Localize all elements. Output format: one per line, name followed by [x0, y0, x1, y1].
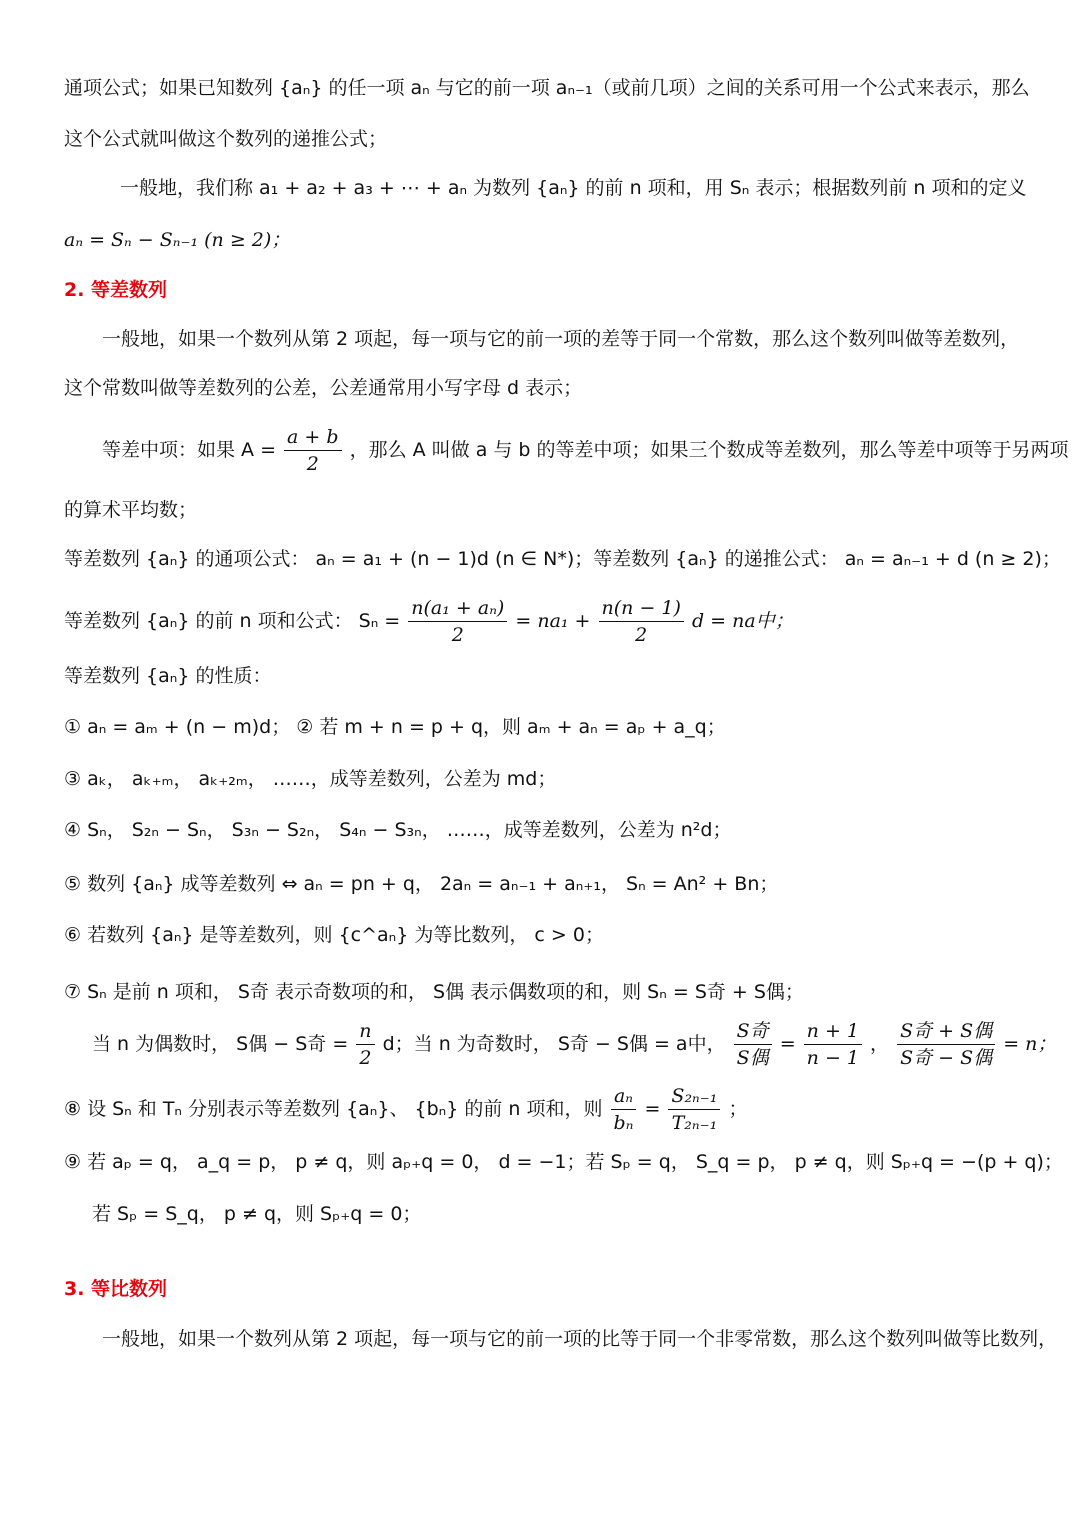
fraction — [611, 1083, 637, 1136]
denominator: 2 — [306, 453, 319, 475]
fraction — [284, 424, 342, 477]
denominator: S偶 — [736, 1047, 769, 1069]
heading-text: 3. 等比数列 — [64, 1278, 168, 1300]
property-subline — [92, 1202, 421, 1226]
text: ⑨ 若 aₚ = q， a_q = p， p ≠ q，则 aₚ₊q = 0， d = −1；若 Sₚ = q， S_q = p， p ≠ q，则 Sₚ₊q = −(p + q)； — [64, 1151, 1063, 1173]
formula: = na₁ + — [515, 610, 591, 632]
formula: = — [779, 1033, 796, 1055]
text: ⑧ 设 Sₙ 和 Tₙ 分别表示等差数列 {aₙ}、 {bₙ} 的前 n 项和，则 — [64, 1098, 603, 1120]
denominator: 2 — [359, 1047, 372, 1069]
numerator: S奇 + S偶 — [897, 1018, 995, 1045]
fraction — [804, 1018, 862, 1071]
formula: d = na中； — [691, 610, 794, 632]
text: d；当 n 为奇数时， S奇 − S偶 = a中， — [382, 1033, 726, 1055]
fraction — [408, 595, 507, 648]
text: 若 Sₚ = S_q， p ≠ q，则 Sₚ₊q = 0； — [92, 1203, 422, 1225]
heading-text: 2. 等差数列 — [64, 279, 168, 301]
text: 等差数列 {aₙ} 的前 n 项和公式： Sₙ = — [64, 610, 401, 632]
text: ， — [870, 1033, 890, 1055]
fraction — [897, 1018, 995, 1071]
paragraph-line — [64, 376, 582, 400]
text: 等差数列 {aₙ} 的性质： — [64, 665, 272, 687]
formula-line — [64, 228, 290, 252]
section-heading-arithmetic — [64, 278, 167, 302]
numerator: n + 1 — [804, 1018, 862, 1045]
denominator: n − 1 — [806, 1047, 859, 1069]
property-item — [64, 1150, 1063, 1174]
formula: = — [644, 1098, 661, 1120]
text: ⑥ 若数列 {aₙ} 是等差数列，则 {c^aₙ} 为等比数列， c > 0； — [64, 924, 604, 946]
paragraph-line — [64, 76, 1030, 100]
text: 这个公式就叫做这个数列的递推公式； — [64, 128, 388, 150]
numerator: n(n − 1) — [599, 595, 684, 622]
formula-line — [64, 547, 1061, 571]
denominator: 2 — [451, 624, 464, 646]
text: ⑦ Sₙ 是前 n 项和， S奇 表示奇数项的和， S偶 表示偶数项的和，则 Sₙ = S奇 + S偶； — [64, 981, 804, 1003]
numerator: aₙ — [611, 1083, 637, 1110]
section-heading-geometric — [64, 1277, 167, 1301]
paragraph-line — [120, 176, 1027, 200]
text: 等差中项：如果 A = — [102, 439, 276, 461]
text: 等差数列 {aₙ} 的通项公式： aₙ = a₁ + (n − 1)d (n ∈ N*)；等差数列 {aₙ} 的递推公式： aₙ = aₙ₋₁ + d (n ≥ 2)； — [64, 548, 1061, 570]
text: 这个常数叫做等差数列的公差，公差通常用小写字母 d 表示； — [64, 377, 583, 399]
paragraph-line — [64, 498, 197, 522]
text: ⑤ 数列 {aₙ} 成等差数列 ⇔ aₙ = pn + q， 2aₙ = aₙ₋₁ + aₙ₊₁， Sₙ = An² + Bn； — [64, 873, 779, 895]
paragraph-line — [64, 664, 271, 688]
text: 的算术平均数； — [64, 499, 198, 521]
paragraph-line — [102, 327, 1019, 351]
text: ① aₙ = aₘ + (n − m)d； ② 若 m + n = p + q，则 aₘ + aₙ = aₚ + a_q； — [64, 716, 726, 738]
numerator: a + b — [284, 424, 342, 451]
property-item — [64, 872, 778, 896]
property-item — [64, 767, 556, 791]
text: ，那么 A 叫做 a 与 b 的等差中项；如果三个数成等差数列，那么等差中项等于另两项 — [349, 439, 1069, 461]
text: 一般地，如果一个数列从第 2 项起，每一项与它的前一项的差等于同一个常数，那么这个数列叫做等差数列， — [102, 328, 1020, 350]
denominator: T₂ₙ₋₁ — [671, 1112, 718, 1134]
property-item — [64, 1083, 747, 1136]
property-item — [64, 715, 726, 739]
paragraph-line — [64, 127, 387, 151]
text: 通项公式；如果已知数列 {aₙ} 的任一项 aₙ 与它的前一项 aₙ₋₁（或前几项）之间的关系可用一个公式来表示，那么 — [64, 77, 1030, 99]
text: ③ aₖ， aₖ₊ₘ， aₖ₊₂ₘ， ……，成等差数列，公差为 md； — [64, 768, 557, 790]
sum-formula-line — [64, 595, 794, 648]
numerator: S₂ₙ₋₁ — [668, 1083, 720, 1110]
text: 一般地，如果一个数列从第 2 项起，每一项与它的前一项的比等于同一个非零常数，那么这个数列叫做等比数列， — [102, 1328, 1058, 1350]
property-item — [64, 980, 804, 1004]
property-item — [64, 923, 604, 947]
numerator: n(a₁ + aₙ) — [408, 595, 507, 622]
fraction — [599, 595, 684, 648]
arithmetic-mean-line — [102, 424, 1069, 477]
numerator: S奇 — [734, 1018, 772, 1045]
formula: aₙ = Sₙ − Sₙ₋₁ (n ≥ 2)； — [64, 229, 291, 251]
paragraph-line — [102, 1327, 1057, 1351]
formula: = n； — [1003, 1033, 1057, 1055]
denominator: 2 — [635, 624, 648, 646]
fraction — [668, 1083, 720, 1136]
text: ④ Sₙ， S₂ₙ − Sₙ， S₃ₙ − S₂ₙ， S₄ₙ − S₃ₙ， ……，成等差数列，公差为 n²d； — [64, 819, 732, 841]
fraction — [356, 1018, 374, 1071]
text: ； — [728, 1098, 748, 1120]
text: 一般地，我们称 a₁ + a₂ + a₃ + ⋯ + aₙ 为数列 {aₙ} 的前 n 项和，用 Sₙ 表示；根据数列前 n 项和的定义 — [120, 177, 1027, 199]
denominator: S奇 − S偶 — [900, 1047, 993, 1069]
property-subline — [92, 1018, 1056, 1071]
property-item — [64, 818, 732, 842]
fraction — [734, 1018, 772, 1071]
text: 当 n 为偶数时， S偶 − S奇 = — [92, 1033, 349, 1055]
numerator: n — [356, 1018, 374, 1045]
denominator: bₙ — [613, 1112, 634, 1134]
